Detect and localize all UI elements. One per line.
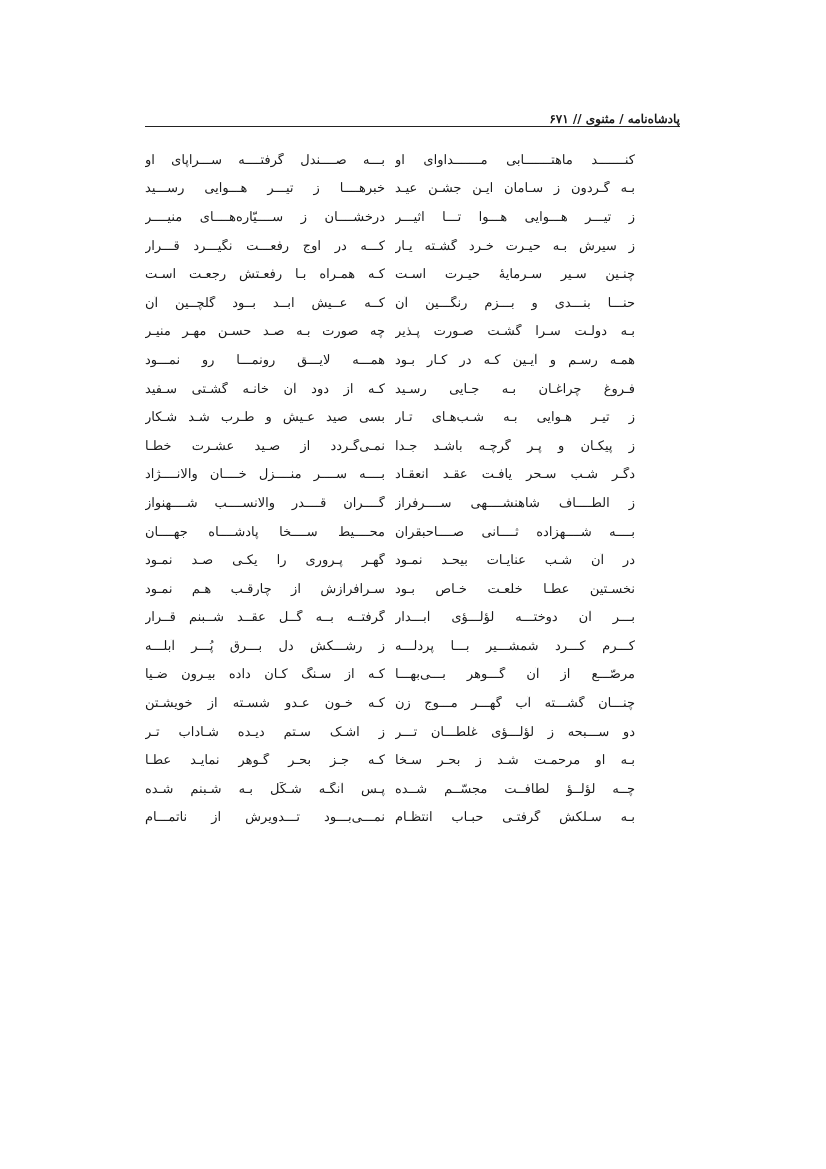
first-hemistich: دو ســـبحه ز لؤلـــؤی غلطـــان تـــر: [395, 724, 635, 740]
first-hemistich: مرصّـــع از آن گـــوهر بـــی‌بهـــا: [395, 667, 635, 683]
second-hemistich: کـه از سـنگ کـان داده بیـرون ضـیا: [145, 667, 385, 683]
second-hemistich: نمـی‌گـردد از صـید عشـرت خطـا: [145, 438, 385, 454]
first-hemistich: بـه سـلکش گرفتـی حبـاب انتظـام: [395, 810, 635, 826]
couplet: [145, 175, 680, 204]
first-hemistich: ز تیـــر هـــوایی هـــوا تـــا اثیـــر: [395, 209, 635, 225]
second-hemistich: ز اشـک سـتم دیـده شـاداب تـر: [145, 724, 385, 740]
second-hemistich: خبرهــــا ز تیـــر هـــوایی رســـید: [145, 181, 385, 197]
couplet: [145, 489, 680, 518]
first-hemistich: چــه لؤلــؤ لطافــت مجسّــم شــده: [395, 781, 635, 797]
first-hemistich: ز الطــــاف شاهنشــــهی ســــرفراز: [395, 495, 635, 511]
couplet: [145, 232, 680, 261]
first-hemistich: حنـــا بنـــدی و بـــزم رنگـــین آن: [395, 295, 635, 311]
first-hemistich: در آن شـب عنایـات بیحـد نمـود: [395, 553, 635, 569]
poem-body: [145, 146, 680, 832]
couplet: [145, 146, 680, 175]
second-hemistich: گرفتــه بــه گــل عقــد شــبنم قــرار: [145, 610, 385, 626]
couplet: [145, 604, 680, 633]
first-hemistich: دگـر شـب سـحر یافـت عقـد انعقـاد: [395, 467, 635, 483]
second-hemistich: چه صورت بـه صـد حسـن مهـر منیـر: [145, 324, 385, 340]
page-header: [145, 98, 680, 126]
second-hemistich: درخشــــان ز ســــیّاره‌هــــای منیــــر: [145, 209, 385, 225]
couplet: [145, 775, 680, 804]
first-hemistich: بـه گـردون ز سـامان ایـن جشـن عیـد: [395, 181, 635, 197]
couplet: [145, 804, 680, 833]
second-hemistich: نمـــی‌بـــود تـــدویرش از ناتمـــام: [145, 810, 385, 826]
second-hemistich: کـــه در اوج رفعـــت نگیـــرد قـــرار: [145, 238, 385, 254]
first-hemistich: کـــرم کـــرد شمشـــیر بـــا پردلـــه: [395, 638, 635, 654]
second-hemistich: همـــه لایـــق رونمـــا رو نمـــود: [145, 352, 385, 368]
running-head: پادشاه‌نامه / مثنوی // ۶۷۱: [549, 112, 680, 126]
second-hemistich: کـه همـراه بـا رفعـتش رجعـت اسـت: [145, 267, 385, 283]
second-hemistich: گــــران قــــدر والانســــب شــــهنواز: [145, 495, 385, 511]
second-hemistich: کـه خـون عـدو شسـته از خویشـتن: [145, 696, 385, 712]
first-hemistich: همـه رسـم و آیـین کـه در کـار بـود: [395, 352, 635, 368]
couplet: [145, 632, 680, 661]
second-hemistich: بسی صید عـیش و طـرب شـد شـکار: [145, 410, 385, 426]
first-hemistich: چنـــان گشـــته آب گهـــر مـــوج زن: [395, 696, 635, 712]
couplet: [145, 661, 680, 690]
couplet: [145, 461, 680, 490]
first-hemistich: ز سیرش بـه حیـرت خـرد گشـته یـار: [395, 238, 635, 254]
couplet: [145, 546, 680, 575]
second-hemistich: پـس آنگـه شـکّل بـه شـبنم شـده: [145, 781, 385, 797]
first-hemistich: ز تیـر هـوایی بـه شـب‌هـای تـار: [395, 410, 635, 426]
couplet: [145, 289, 680, 318]
second-hemistich: گهـر پـروری را یکـی صـد نمـود: [145, 553, 385, 569]
couplet: [145, 375, 680, 404]
second-hemistich: ز رشـــکش دل بـــرق پُـــر آبلـــه: [145, 638, 385, 654]
second-hemistich: بــــه ســــر منــــزل خــــان والانــــژاد: [145, 467, 385, 483]
couplet: [145, 689, 680, 718]
couplet: [145, 575, 680, 604]
second-hemistich: کـه از دود آن خانـه گشـتی سـفید: [145, 381, 385, 397]
header-rule: [145, 126, 680, 127]
second-hemistich: کــه عــیش ابــد بــود گلچــین آن: [145, 295, 385, 311]
couplet: [145, 718, 680, 747]
first-hemistich: فـروغ چراغـان بـه جـایی رسـید: [395, 381, 635, 397]
first-hemistich: بـه دولـت سـرا گشـت صـورت پـذیر: [395, 324, 635, 340]
second-hemistich: محــــیط ســــخا پادشــــاه جهــــان: [145, 524, 385, 540]
couplet: [145, 346, 680, 375]
couplet: [145, 203, 680, 232]
couplet: [145, 432, 680, 461]
couplet: [145, 518, 680, 547]
couplet: [145, 260, 680, 289]
couplet: [145, 403, 680, 432]
second-hemistich: بـــه صــــندل گرفتــــه ســـراپای او: [145, 152, 385, 168]
second-hemistich: کـه جـز بحـر گـوهر نمایـد عطـا: [145, 753, 385, 769]
couplet: [145, 318, 680, 347]
first-hemistich: چنـین سـیر سـرمایۀ حیـرت اسـت: [395, 267, 635, 283]
first-hemistich: بــــه شــــهزاده ثــــانی صــــاحبقران: [395, 524, 635, 540]
first-hemistich: بـــر آن دوختـــه لؤلـــؤی آبـــدار: [395, 610, 635, 626]
first-hemistich: بـه او مرحمـت شـد ز بحـر سـخا: [395, 753, 635, 769]
first-hemistich: کنـــــــد ماهتـــــــابی مـــــــداوای او: [395, 152, 635, 168]
first-hemistich: ز پیکـان و پـر گرچـه باشـد جـدا: [395, 438, 635, 454]
second-hemistich: سـرافرازش از چارقـب هـم نمـود: [145, 581, 385, 597]
first-hemistich: نخسـتین عطـا خلعـت خـاص بـود: [395, 581, 635, 597]
couplet: [145, 746, 680, 775]
